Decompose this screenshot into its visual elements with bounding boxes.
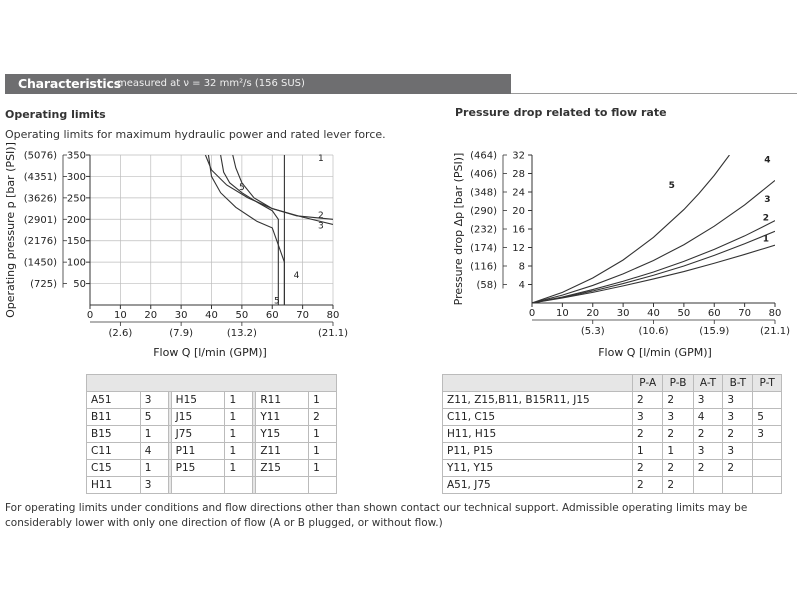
pressure-table-variants: P11, P15 [443,443,633,460]
pressure-series-1-label: 1 [762,234,770,245]
limits-table-row [87,477,337,494]
limits-series-1-label: 1 [317,154,324,164]
pressure-table-row [443,460,782,477]
limits-table-variant: B11 [87,409,141,426]
limits-table-variant: Y15 [256,426,309,443]
pressure-series-3-label: 3 [764,194,771,205]
pressure-y-secondary-label: (58) [476,280,497,291]
limits-table-variant: J15 [171,409,225,426]
limits-table-curve: 2 [309,409,337,426]
limits-table-row [87,460,337,477]
limits-x-tick-label: 0 [86,310,94,321]
pressure-x-secondary-label: (21.1) [759,326,791,337]
pressure-series-4-label: 4 [764,155,771,166]
limits-x-tick-label: 30 [174,310,188,321]
limits-y-secondary-label: (2176) [23,236,57,248]
limits-table-curve: 1 [225,409,253,426]
limits-table-curve [309,477,337,494]
pressure-x-tick-label: 70 [738,308,751,319]
limits-table-variant [171,477,225,494]
pressure-table-header-cell: A-T [693,375,723,392]
limits-table-curve: 1 [309,443,337,460]
pressure-table-value: 2 [663,460,693,477]
limits-series-2-label: 2 [317,211,324,221]
limits-x-tick-label: 70 [296,310,309,321]
pressure-series-5-label: 5 [668,181,675,192]
limits-table-row [87,443,337,460]
pressure-x-tick-label: 0 [528,308,536,319]
limits-table-variant: R11 [256,392,309,409]
pressure-y-tick-label: 20 [512,206,525,217]
header-title: Characteristics [18,76,121,91]
limits-table-curve: 1 [225,392,253,409]
limits-x-tick-label: 60 [265,310,279,321]
limits-table-row [87,392,337,409]
pressure-table-value: 3 [663,409,693,426]
pressure-table-value: 2 [633,460,663,477]
pressure-y-tick-label: 24 [512,187,525,199]
operating-limits-table [86,374,337,494]
limits-table-curve [225,477,253,494]
pressure-table-value: 2 [663,392,693,409]
limits-bracket-label: 5 [273,296,280,307]
limits-series-5-label: 5 [239,183,245,194]
pressure-y-secondary-label: (464) [470,150,497,162]
limits-table-variant: A51 [87,392,141,409]
limits-table-curve: 4 [140,443,168,460]
limits-table-curve: 1 [140,460,168,477]
pressure-series-3-line [532,221,775,303]
pressure-y-secondary-label: (232) [470,224,497,236]
pressure-table-header-cell: P-A [633,375,663,392]
limits-table-variant: H11 [87,477,141,494]
pressure-series-2-line [532,231,775,303]
limits-table-variant: J75 [171,426,225,443]
pressure-x-tick-label: 20 [586,308,600,319]
limits-table-curve: 1 [140,426,168,443]
limits-y-secondary-label: (3626) [23,193,57,205]
pressure-table-row [443,409,782,426]
limits-table-header [87,375,337,392]
pressure-table-value [753,443,782,460]
limits-x-secondary-label: (7.9) [169,328,193,339]
limits-table-variant: Z15 [256,460,309,477]
limits-table-variant: B15 [87,426,141,443]
limits-y-tick-label: 50 [73,279,86,291]
limits-y-secondary-label: (5076) [23,150,57,162]
pressure-y-secondary-label: (290) [470,206,497,217]
limits-x-tick-label: 80 [326,310,340,321]
operating-limits-description: Operating limits for maximum hydraulic power and rated lever force. [5,128,386,141]
limits-y-tick-label: 100 [66,257,86,269]
pressure-table-variants: Y11, Y15 [443,460,633,477]
limits-y-tick-label: 150 [66,236,86,248]
limits-y-tick-label: 350 [66,150,86,162]
pressure-x-tick-label: 10 [556,308,569,319]
limits-table-curve: 3 [140,477,168,494]
limits-table-curve: 1 [225,443,253,460]
pressure-table-row [443,392,782,409]
limits-table-variant: Y11 [256,409,309,426]
limits-table-curve: 5 [140,409,168,426]
limits-table-variant [256,477,309,494]
pressure-x-tick-label: 50 [677,308,691,319]
limits-y-tick-label: 300 [66,171,86,183]
limits-table-variant: H15 [171,392,225,409]
limits-x-tick-label: 20 [144,310,158,321]
pressure-table-header-cell: B-T [723,375,753,392]
pressure-table-value [753,392,782,409]
limits-table-variant: C11 [87,443,141,460]
pressure-x-axis-title: Flow Q [l/min (GPM)] [598,346,712,359]
pressure-y-tick-label: 12 [512,243,525,254]
limits-y-secondary-label: (725) [30,279,57,291]
pressure-table-value: 2 [633,392,663,409]
pressure-y-secondary-label: (174) [470,243,497,254]
pressure-table-value [753,477,782,494]
limits-series-3-label: 3 [317,221,324,232]
pressure-drop-title: Pressure drop related to flow rate [455,106,667,119]
pressure-table-value: 2 [663,426,693,443]
limits-y-tick-label: 250 [66,193,86,205]
limits-x-secondary-label: (2.6) [108,328,133,339]
pressure-table-row [443,477,782,494]
pressure-table-value: 2 [723,426,753,443]
pressure-y-secondary-label: (348) [470,187,497,199]
pressure-table-header [443,375,782,392]
pressure-table-value: 5 [753,409,782,426]
pressure-drop-table [442,374,782,494]
limits-table-row [87,426,337,443]
limits-y-tick-label: 200 [66,214,86,226]
pressure-table-value: 2 [723,460,753,477]
pressure-table-row [443,426,782,443]
pressure-x-secondary-label: (5.3) [580,326,605,337]
limits-y-secondary-label: (1450) [23,257,57,269]
limits-x-secondary-label: (13.2) [226,328,257,339]
pressure-table-value: 3 [723,392,753,409]
pressure-table-value: 3 [753,426,782,443]
pressure-table-header-cell: P-T [753,375,782,392]
pressure-table-value: 4 [693,409,723,426]
limits-y-secondary-label: (4351) [23,171,57,183]
limits-table-curve: 1 [225,426,253,443]
pressure-table-value: 1 [663,443,693,460]
pressure-table-value: 3 [693,392,723,409]
pressure-y-secondary-label: (406) [470,169,497,180]
limits-table-variant: Z11 [256,443,309,460]
pressure-y-axis-title: Pressure drop Δp [bar (PSI)] [452,152,465,306]
pressure-x-tick-label: 40 [647,308,660,319]
pressure-table-header-cell [443,375,633,392]
pressure-table-variants: H11, H15 [443,426,633,443]
pressure-table-value: 2 [693,460,723,477]
pressure-table-variants: C11, C15 [443,409,633,426]
limits-x-axis-title: Flow Q [l/min (GPM)] [153,346,267,359]
pressure-x-secondary-label: (15.9) [699,326,730,337]
limits-x-tick-label: 50 [235,310,249,321]
limits-table-variant: P11 [171,443,225,460]
header-subtitle: measured at ν = 32 mm²/s (156 SUS) [117,78,305,89]
pressure-series-2-label: 2 [762,213,770,224]
pressure-table-value [723,477,753,494]
limits-table-curve: 1 [309,426,337,443]
pressure-table-value: 2 [633,426,663,443]
pressure-y-tick-label: 28 [512,169,525,180]
pressure-series-5-line [532,155,729,303]
limits-series-4-label: 4 [293,271,300,281]
operating-limits-title: Operating limits [5,108,106,121]
pressure-x-secondary-label: (10.6) [638,326,669,337]
pressure-y-tick-label: 8 [518,261,525,273]
pressure-table-header-cell: P-B [663,375,693,392]
pressure-table-value: 2 [693,426,723,443]
limits-table-curve: 1 [309,392,337,409]
limits-table-curve: 1 [225,460,253,477]
pressure-y-tick-label: 4 [518,280,525,291]
pressure-series-4-line [532,180,775,303]
pressure-x-tick-label: 60 [707,308,721,319]
pressure-table-variants: Z11, Z15,B11, B15R11, J15 [443,392,633,409]
footnote: For operating limits under conditions and flow directions other than shown contact our technical support. Admissible operating limits may be considerably lower with only one direction of flow (A or B plugged, or without flow.) [5,502,748,529]
limits-table-row [87,409,337,426]
limits-x-secondary-label: (21.1) [317,328,349,339]
pressure-table-value: 2 [663,477,693,494]
limits-x-tick-label: 10 [114,310,127,321]
pressure-x-tick-label: 80 [768,308,782,319]
pressure-y-tick-label: 32 [512,150,525,162]
pressure-table-value: 3 [723,443,753,460]
pressure-table-value [753,460,782,477]
pressure-table-value: 1 [633,443,663,460]
pressure-x-tick-label: 30 [616,308,630,319]
limits-x-tick-label: 40 [205,310,218,321]
limits-y-secondary-label: (2901) [23,214,57,226]
limits-y-axis-title: Operating pressure p [bar (PSI)] [4,142,17,318]
pressure-table-variants: A51, J75 [443,477,633,494]
pressure-table-value: 3 [633,409,663,426]
limits-table-variant: P15 [171,460,225,477]
pressure-table-value: 2 [633,477,663,494]
limits-table-variant: C15 [87,460,141,477]
limits-table-curve: 1 [309,460,337,477]
pressure-table-value: 3 [723,409,753,426]
pressure-table-value [693,477,723,494]
pressure-table-value: 3 [693,443,723,460]
pressure-series-1-line [532,245,775,303]
pressure-table-row [443,443,782,460]
pressure-y-tick-label: 16 [512,224,525,236]
limits-table-curve: 3 [140,392,168,409]
pressure-y-secondary-label: (116) [470,261,497,273]
